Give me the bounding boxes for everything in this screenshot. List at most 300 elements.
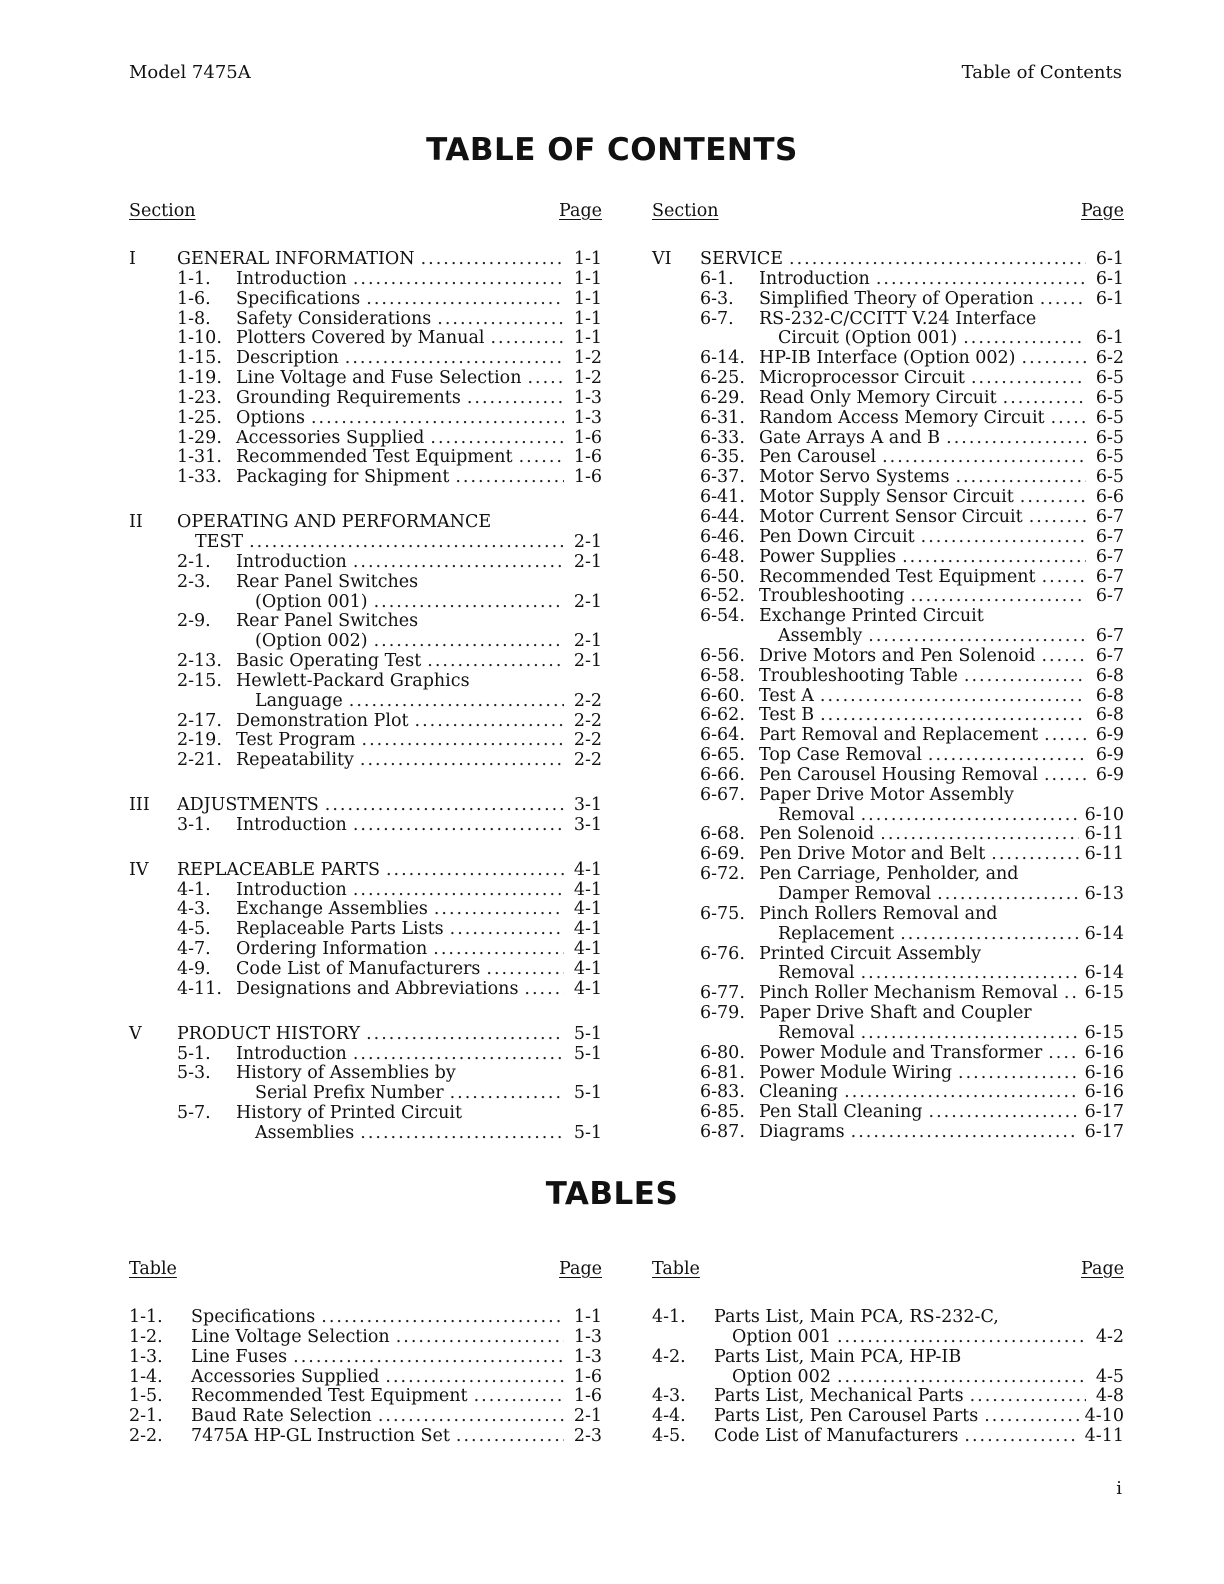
toc-entry[interactable]	[129, 816, 602, 836]
dot-leader	[868, 627, 1086, 647]
toc-entry[interactable]	[129, 960, 602, 980]
page-ref: 2-1	[573, 1406, 602, 1427]
entry-number: 6-33.	[700, 427, 745, 448]
entry-number: 1-10.	[177, 328, 222, 349]
dot-leader	[311, 409, 564, 429]
dot-leader	[1051, 409, 1086, 429]
page-ref: 1-6	[573, 1366, 602, 1387]
entry-number: 6-67.	[700, 784, 745, 805]
page-ref: 6-13	[1084, 884, 1124, 904]
toc-entry[interactable]	[652, 1308, 1124, 1328]
dot-leader	[366, 1025, 564, 1045]
entry-number: 6-3.	[700, 288, 734, 309]
entry-label: Recommended Test Equipment	[191, 1386, 468, 1407]
entry-number: 2-21.	[177, 750, 222, 771]
dot-leader	[929, 1103, 1079, 1123]
toc-entry[interactable]	[129, 429, 602, 449]
toc-entry[interactable]	[129, 1387, 602, 1407]
page-ref: 6-1	[1095, 288, 1124, 309]
entry-number: 1-25.	[177, 407, 222, 428]
toc-entry[interactable]	[652, 984, 1124, 1004]
page-ref: 6-7	[1095, 506, 1124, 527]
page-ref: 6-5	[1095, 368, 1124, 389]
section-title: GENERAL INFORMATION	[177, 249, 415, 269]
section-title-continued: TEST	[195, 531, 244, 552]
toc-entry[interactable]	[652, 310, 1124, 330]
entry-label-continued: Serial Prefix Number	[255, 1083, 444, 1104]
toc-entry[interactable]	[652, 865, 1124, 885]
toc-entry[interactable]	[652, 429, 1124, 449]
toc-entry[interactable]	[652, 905, 1124, 925]
toc-entry-continued[interactable]	[129, 1124, 602, 1144]
toc-entry[interactable]	[652, 607, 1124, 627]
dot-leader	[353, 816, 564, 836]
toc-entry[interactable]	[129, 1407, 602, 1427]
entry-label: Parts List, Mechanical Parts	[714, 1386, 964, 1407]
entry-number: 6-54.	[700, 606, 745, 627]
toc-entry[interactable]	[129, 369, 602, 389]
entry-number: 6-25.	[700, 368, 745, 389]
toc-entry[interactable]	[129, 329, 602, 349]
toc-entry[interactable]	[652, 845, 1124, 865]
toc-entry[interactable]	[652, 647, 1124, 667]
entry-number: 6-7.	[700, 308, 734, 329]
entry-label: Basic Operating Test	[236, 651, 422, 672]
entry-label: Test Program	[236, 730, 356, 751]
toc-section-row[interactable]	[652, 250, 1124, 270]
dot-leader	[385, 1368, 564, 1388]
dot-leader	[456, 1427, 564, 1447]
toc-entry[interactable]	[129, 1308, 602, 1328]
entry-number: 6-1.	[700, 268, 734, 289]
entry-label: Introduction	[759, 268, 870, 289]
entry-label: Line Voltage and Fuse Selection	[236, 368, 522, 389]
toc-entry[interactable]	[129, 920, 602, 940]
dot-leader	[837, 1368, 1086, 1388]
page-ref: 1-3	[573, 1326, 602, 1347]
entry-number: 6-48.	[700, 546, 745, 567]
page-ref: 6-11	[1084, 844, 1124, 865]
toc-entry[interactable]	[652, 945, 1124, 965]
tables-right-column-header	[652, 1260, 1124, 1284]
dot-leader	[360, 1124, 564, 1144]
dot-leader	[386, 861, 564, 881]
entry-label: Introduction	[236, 268, 347, 289]
toc-section-row[interactable]	[129, 513, 602, 533]
dot-leader	[1029, 508, 1086, 528]
entry-label: Part Removal and Replacement	[759, 725, 1039, 746]
toc-entry[interactable]	[652, 1123, 1124, 1143]
page-ref: 6-6	[1095, 487, 1124, 508]
entry-number: 6-68.	[700, 824, 745, 845]
page-ref: 6-1	[1095, 268, 1124, 289]
entry-number: 6-87.	[700, 1122, 745, 1143]
toc-entry-continued[interactable]	[652, 1024, 1124, 1044]
entry-number: 1-4.	[129, 1366, 163, 1387]
toc-entry[interactable]	[652, 587, 1124, 607]
toc-entry[interactable]	[652, 746, 1124, 766]
dot-leader	[928, 746, 1086, 766]
page-ref: 6-5	[1095, 447, 1124, 468]
dot-leader	[467, 389, 564, 409]
dot-leader	[396, 1328, 564, 1348]
toc-entry[interactable]	[652, 1083, 1124, 1103]
toc-entry-continued[interactable]	[652, 1328, 1124, 1348]
dot-leader	[486, 960, 564, 980]
entry-label-continued: (Option 001)	[255, 591, 368, 612]
page-ref: 5-1	[573, 1122, 602, 1143]
entry-number: 6-14.	[700, 348, 745, 369]
toc-entry[interactable]	[652, 488, 1124, 508]
entry-number: 1-2.	[129, 1326, 163, 1347]
toc-entry[interactable]	[129, 573, 602, 593]
page-ref: 6-5	[1095, 427, 1124, 448]
entry-label-continued: Option 001	[732, 1326, 831, 1347]
page-ref: 1-1	[573, 249, 602, 269]
toc-entry[interactable]	[652, 1387, 1124, 1407]
toc-entry[interactable]	[652, 786, 1124, 806]
entry-label: Pinch Roller Mechanism Removal	[759, 983, 1058, 1004]
toc-entry[interactable]	[129, 290, 602, 310]
entry-number: 6-31.	[700, 407, 745, 428]
page-ref: 6-17	[1084, 1122, 1124, 1143]
page-ref: 2-1	[573, 631, 602, 652]
toc-entry[interactable]	[652, 448, 1124, 468]
dot-leader	[1020, 488, 1086, 508]
tables-left-column-header	[129, 1260, 602, 1284]
dot-leader	[876, 270, 1086, 290]
page-ref: 2-1	[573, 531, 602, 552]
toc-entry[interactable]	[129, 349, 602, 369]
entry-number: 6-62.	[700, 705, 745, 726]
running-header-section: Table of Contents	[961, 62, 1122, 83]
toc-entry[interactable]	[129, 1045, 602, 1065]
toc-entry[interactable]	[652, 508, 1124, 528]
entry-label: Exchange Printed Circuit	[759, 606, 984, 627]
entry-number: 6-41.	[700, 487, 745, 508]
page-ref: 4-1	[573, 899, 602, 920]
toc-entry-continued[interactable]	[652, 806, 1124, 826]
toc-entry[interactable]	[129, 1427, 602, 1447]
page-ref: 6-5	[1095, 387, 1124, 408]
entry-label-continued: Removal	[778, 963, 855, 984]
toc-entry[interactable]	[129, 1348, 602, 1368]
toc-entry-continued[interactable]	[129, 1084, 602, 1104]
entry-number: 1-29.	[177, 427, 222, 448]
toc-entry[interactable]	[129, 553, 602, 573]
dot-leader	[900, 925, 1078, 945]
tables-left-column	[129, 1260, 602, 1447]
toc-entry[interactable]	[652, 389, 1124, 409]
toc-entry[interactable]	[652, 1064, 1124, 1084]
toc-entry-continued[interactable]	[129, 692, 602, 712]
entry-number: 4-5.	[652, 1426, 686, 1447]
table-heading: Table	[652, 1259, 700, 1279]
toc-entry[interactable]	[129, 1368, 602, 1388]
toc-entry[interactable]	[129, 980, 602, 1000]
page-ref: 6-1	[1095, 249, 1124, 269]
toc-entry[interactable]	[652, 766, 1124, 786]
dot-leader	[1048, 1044, 1078, 1064]
toc-entry[interactable]	[129, 672, 602, 692]
page-ref: 6-16	[1084, 1082, 1124, 1103]
toc-entry[interactable]	[129, 389, 602, 409]
toc-entry[interactable]	[129, 652, 602, 672]
toc-entry[interactable]	[129, 310, 602, 330]
entry-label: Recommended Test Equipment	[759, 566, 1036, 587]
toc-entry-continued[interactable]	[652, 1368, 1124, 1388]
toc-entry[interactable]	[129, 409, 602, 429]
toc-section-row[interactable]	[129, 250, 602, 270]
toc-entry[interactable]	[652, 1427, 1124, 1447]
entry-label: Simplified Theory of Operation	[759, 288, 1034, 309]
entry-label-continued: Replacement	[778, 923, 895, 944]
entry-number: 3-1.	[177, 814, 211, 835]
entry-label-continued: Removal	[778, 1022, 855, 1043]
toc-section-row[interactable]	[129, 1025, 602, 1045]
entry-number: 1-33.	[177, 467, 222, 488]
page-ref: 1-6	[573, 427, 602, 448]
page-ref: 4-1	[573, 939, 602, 960]
section-numeral: I	[129, 249, 136, 269]
dot-leader	[880, 825, 1078, 845]
page-ref: 1-3	[573, 1346, 602, 1367]
toc-entry[interactable]	[129, 731, 602, 751]
toc-entry[interactable]	[129, 900, 602, 920]
toc-entry[interactable]	[129, 712, 602, 732]
toc-section-row[interactable]	[129, 861, 602, 881]
page-ref: 6-9	[1095, 725, 1124, 746]
toc-entry[interactable]	[652, 270, 1124, 290]
entry-label: Pen Carousel	[759, 447, 877, 468]
page-ref: 1-6	[573, 1386, 602, 1407]
dot-leader	[902, 548, 1086, 568]
entry-number: 6-77.	[700, 983, 745, 1004]
dot-leader	[353, 881, 564, 901]
tables-left-list	[129, 1308, 602, 1447]
page-ref: 6-2	[1095, 348, 1124, 369]
page-ref: 1-3	[573, 407, 602, 428]
toc-entry[interactable]	[129, 1328, 602, 1348]
entry-number: 6-44.	[700, 506, 745, 527]
entry-number: 4-3.	[177, 899, 211, 920]
entry-number: 4-11.	[177, 978, 222, 999]
entry-label: Paper Drive Motor Assembly	[759, 784, 1014, 805]
page-ref: 6-15	[1084, 1022, 1124, 1043]
toc-entry-continued[interactable]	[129, 593, 602, 613]
page-heading: Page	[1081, 201, 1124, 221]
toc-section-row[interactable]	[129, 796, 602, 816]
entry-number: 4-2.	[652, 1346, 686, 1367]
toc-entry[interactable]	[129, 1064, 602, 1084]
toc-entry[interactable]	[652, 687, 1124, 707]
toc-entry[interactable]	[652, 409, 1124, 429]
section-title: ADJUSTMENTS	[177, 795, 319, 816]
dot-leader	[427, 652, 564, 672]
entry-number: 2-15.	[177, 670, 222, 691]
page-ref: 4-5	[1095, 1366, 1124, 1387]
entry-number: 2-3.	[177, 571, 211, 592]
dot-leader	[325, 796, 564, 816]
dot-leader	[837, 1328, 1086, 1348]
toc-entry[interactable]	[652, 825, 1124, 845]
entry-label: Pen Carriage, Penholder, and	[759, 864, 1019, 885]
dot-leader	[474, 1387, 564, 1407]
toc-title: TABLE OF CONTENTS	[426, 132, 798, 168]
page-ref: 6-17	[1084, 1102, 1124, 1123]
entry-number: 1-1.	[129, 1307, 163, 1327]
entry-label: Pen Down Circuit	[759, 526, 915, 547]
entry-number: 6-75.	[700, 903, 745, 924]
entry-number: 6-76.	[700, 943, 745, 964]
dot-leader	[844, 1083, 1079, 1103]
entry-number: 6-37.	[700, 467, 745, 488]
dot-leader	[374, 593, 564, 613]
page-ref: 4-10	[1084, 1406, 1124, 1427]
entry-label: Baud Rate Selection	[191, 1406, 372, 1427]
page-ref: 4-11	[1084, 1426, 1124, 1447]
entry-label: Demonstration Plot	[236, 710, 409, 731]
dot-leader	[415, 712, 564, 732]
dot-leader	[964, 667, 1086, 687]
toc-entry[interactable]	[652, 1348, 1124, 1368]
entry-label: Introduction	[236, 551, 347, 572]
toc-entry[interactable]	[129, 612, 602, 632]
page-ref: 1-6	[573, 447, 602, 468]
entry-label: Exchange Assemblies	[236, 899, 428, 920]
entry-number: 4-1.	[177, 879, 211, 900]
page-ref: 6-7	[1095, 626, 1124, 647]
entry-number: 6-81.	[700, 1062, 745, 1083]
entry-label-continued: Assembly	[778, 626, 863, 647]
entry-label: Gate Arrays A and B	[759, 427, 941, 448]
entry-number: 1-23.	[177, 387, 222, 408]
dot-leader	[378, 1407, 564, 1427]
page-ref: 1-1	[573, 1307, 602, 1327]
toc-entry-continued[interactable]	[652, 329, 1124, 349]
entry-label: Introduction	[236, 1043, 347, 1064]
dot-leader	[433, 940, 564, 960]
toc-entry[interactable]	[129, 940, 602, 960]
entry-label: Safety Considerations	[236, 308, 432, 329]
table-heading: Table	[129, 1259, 177, 1279]
page-ref: 6-7	[1095, 546, 1124, 567]
page-number: i	[1116, 1478, 1122, 1499]
toc-entry[interactable]	[652, 548, 1124, 568]
toc-entry[interactable]	[652, 706, 1124, 726]
page-ref: 6-10	[1084, 804, 1124, 825]
page-ref: 1-2	[573, 368, 602, 389]
page-ref: 2-2	[573, 750, 602, 771]
dot-leader	[434, 900, 564, 920]
toc-entry[interactable]	[652, 726, 1124, 746]
entry-label: Code List of Manufacturers	[714, 1426, 959, 1447]
toc-entry-continued[interactable]	[129, 632, 602, 652]
dot-leader	[963, 329, 1086, 349]
toc-entry-continued[interactable]	[652, 885, 1124, 905]
toc-entry[interactable]	[652, 667, 1124, 687]
dot-leader	[984, 1407, 1078, 1427]
page-ref: 1-1	[573, 288, 602, 309]
toc-entry[interactable]	[129, 1104, 602, 1124]
page-ref: 6-8	[1095, 665, 1124, 686]
entry-label: Diagrams	[759, 1122, 845, 1143]
entry-label-continued: Removal	[778, 804, 855, 825]
toc-entry[interactable]	[129, 881, 602, 901]
dot-leader	[490, 329, 564, 349]
section-title: OPERATING AND PERFORMANCE	[177, 512, 492, 533]
toc-entry[interactable]	[652, 528, 1124, 548]
page-ref: 4-1	[573, 919, 602, 940]
toc-entry[interactable]	[652, 349, 1124, 369]
dot-leader	[455, 468, 564, 488]
entry-label: Pen Solenoid	[759, 824, 875, 845]
dot-leader	[970, 1387, 1086, 1407]
toc-entry[interactable]	[652, 1044, 1124, 1064]
toc-entry[interactable]	[129, 270, 602, 290]
dot-leader	[861, 806, 1079, 826]
section-numeral: III	[129, 795, 150, 816]
toc-entry[interactable]	[652, 290, 1124, 310]
entry-label: Read Only Memory Circuit	[759, 387, 997, 408]
toc-section-row-continued[interactable]	[129, 533, 602, 553]
toc-entry-continued[interactable]	[652, 964, 1124, 984]
dot-leader	[1003, 389, 1086, 409]
dot-leader	[861, 1024, 1079, 1044]
toc-entry[interactable]	[652, 468, 1124, 488]
dot-leader	[1022, 349, 1086, 369]
page-ref: 2-3	[573, 1426, 602, 1447]
toc-entry[interactable]	[129, 448, 602, 468]
toc-entry[interactable]	[652, 369, 1124, 389]
toc-entry[interactable]	[129, 468, 602, 488]
entry-label: Recommended Test Equipment	[236, 447, 513, 468]
dot-leader	[249, 533, 564, 553]
toc-entry[interactable]	[652, 1004, 1124, 1024]
dot-leader	[937, 885, 1079, 905]
dot-leader	[991, 845, 1078, 865]
toc-right-column	[652, 202, 1124, 1143]
page-ref: 6-7	[1095, 645, 1124, 666]
entry-label: Code List of Manufacturers	[236, 959, 481, 979]
page-ref: 6-11	[1084, 824, 1124, 845]
dot-leader	[1040, 290, 1086, 310]
toc-entry[interactable]	[652, 1407, 1124, 1427]
entry-number: 1-6.	[177, 288, 211, 309]
entry-number: 6-79.	[700, 1003, 745, 1024]
page-ref: 5-1	[573, 1023, 602, 1044]
entry-label: Parts List, Main PCA, RS-232-C,	[714, 1307, 999, 1327]
entry-number: 2-9.	[177, 611, 211, 632]
dot-leader	[882, 448, 1086, 468]
page-ref: 4-1	[573, 978, 602, 999]
toc-entry-continued[interactable]	[652, 627, 1124, 647]
page-ref: 6-5	[1095, 407, 1124, 428]
dot-leader	[964, 1427, 1078, 1447]
toc-entry[interactable]	[652, 568, 1124, 588]
toc-entry-continued[interactable]	[652, 925, 1124, 945]
page-heading: Page	[1081, 1259, 1124, 1279]
page-ref: 5-1	[573, 1083, 602, 1104]
entry-label: Packaging for Shipment	[236, 467, 450, 488]
page-ref: 4-2	[1095, 1326, 1124, 1347]
toc-entry[interactable]	[652, 1103, 1124, 1123]
toc-entry[interactable]	[129, 751, 602, 771]
entry-label: Specifications	[236, 288, 361, 309]
page-ref: 2-2	[573, 690, 602, 711]
entry-number: 4-1.	[652, 1307, 686, 1327]
toc-left-column-header	[129, 202, 602, 226]
